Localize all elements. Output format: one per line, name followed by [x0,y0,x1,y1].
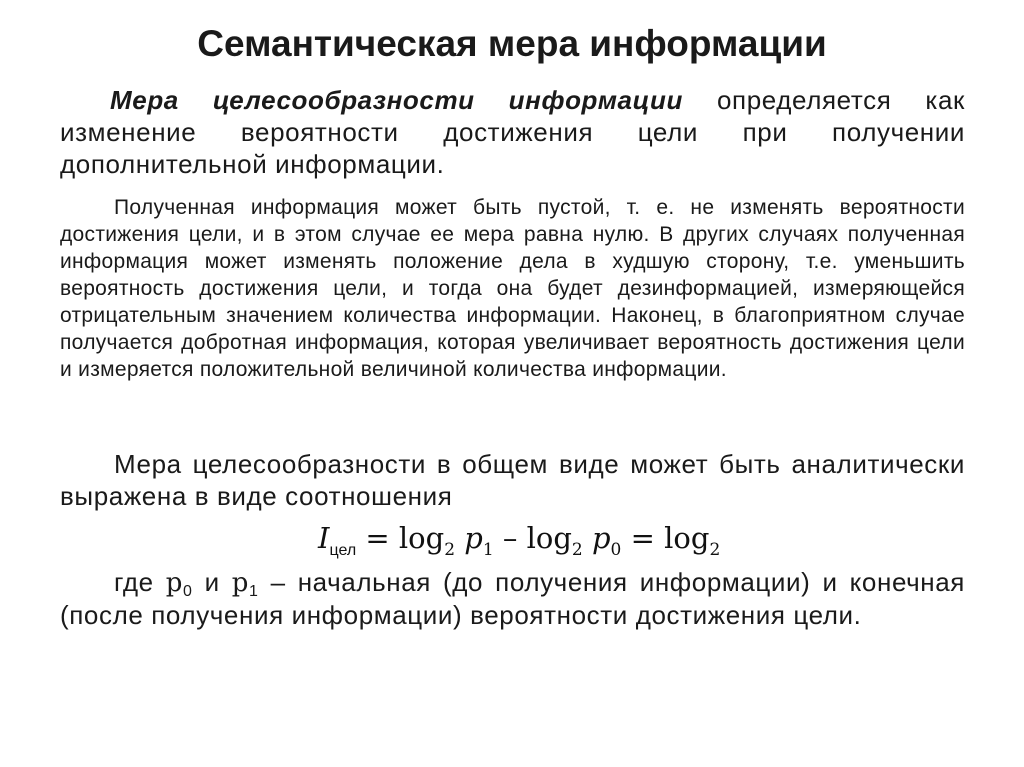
slide-title: Семантическая мера информации [197,23,827,64]
formula-p0-var: p [591,521,611,555]
definition-paragraph [60,84,965,180]
variables-and: и [192,567,232,597]
purposefulness-formula [318,518,720,558]
formula-log-1: log [398,521,445,555]
formula-log-3: log [664,521,710,555]
definition-text: определяется как изменение вероятности достижения цели при получении дополнительной информации. [60,85,965,179]
formula-log-3-base: 2 [709,540,721,560]
formula-log-2: log [526,521,572,555]
formula-lhs-sub: цел [329,542,357,559]
variables-description: – начальная (до получения информации) и конечная (после получения информации) вероятности достижения цели. [60,567,965,630]
formula-lhs-var: I [318,521,330,555]
variables-p1-sub: 1 [249,583,259,600]
variables-p0-var: p [165,568,184,598]
formula-p1-sub: 1 [482,540,494,560]
variables-paragraph [60,566,965,631]
variables-p1-var: p [231,568,250,598]
formula-log-2-base: 2 [571,540,583,560]
formula-equals-2: = [621,521,665,555]
variables-p0-sub: 0 [183,583,193,600]
formula-p0-sub: 0 [610,540,622,560]
definition-term: Мера целесообразности информации [110,85,683,115]
variables-lead: где [114,567,166,597]
analytic-intro-paragraph: Мера целесообразности в общем виде может быть аналитически выражена в виде соотношения [60,449,965,511]
formula-minus: – [493,521,527,555]
formula-p1-var: p [464,521,483,555]
formula-equals-1: = [356,521,399,555]
explanation-paragraph: Полученная информация может быть пустой, т. е. не изменять вероятности достижения цели, и в этом случае ее мера равна нулю. В других случаях полученная информация может изменять положение дела в худшую сторону, т.е. уменьшить вероятность достижения цели, и тогда она будет дезинформацией, измеряющейся отрицательным значением количества информации. Наконец, в благоприятном случае получается добротная информация, которая увеличивает вероятность достижения цели и измеряется положительной величиной количества информации. [60,196,965,381]
formula-log-1-base: 2 [444,540,456,560]
